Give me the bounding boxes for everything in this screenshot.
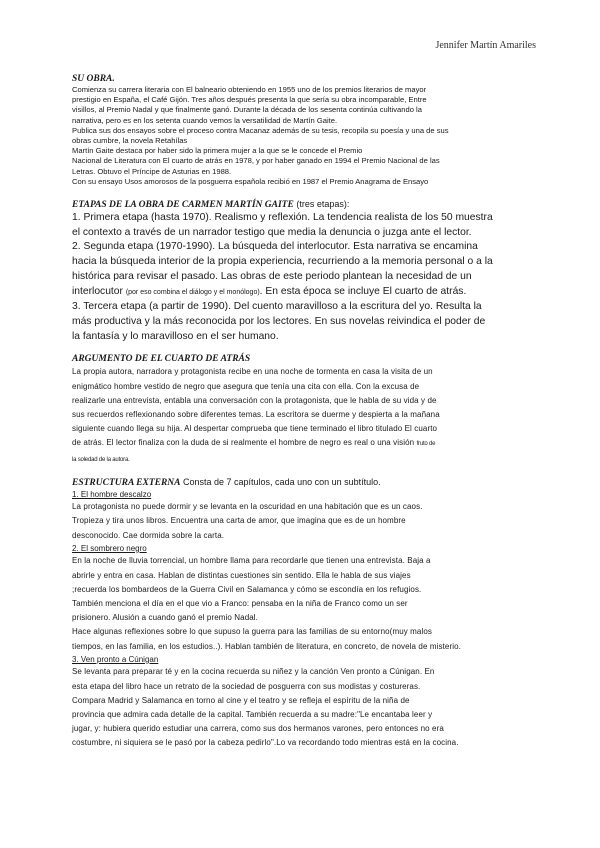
argumento-heading: ARGUMENTO DE EL CUARTO DE ATRÁS	[72, 354, 251, 365]
argumento-line: la soledad de la autora.	[72, 456, 130, 463]
argumento-line: de atrás. El lector finaliza con la duda de si realmente el hombre de negro es real o una visión fruto de	[72, 438, 436, 448]
chapter-3-line: jugar, y: hubiera querido estudiar una carrera, como sus dos hermanos varones, pero entonces no era	[72, 724, 444, 734]
chapter-3-line: esta etapa del libro hace un retrato de la sociedad de posguerra con sus modistas y costureras.	[72, 681, 421, 691]
chapter-2-line: tiempos, en las familia, en los estudios..). Hablan también de literatura, en concreto, de novela de misterio.	[72, 641, 461, 651]
su-obra-line: obras cumbre, la novela Retahílas	[72, 136, 188, 146]
su-obra-line: Comienza su carrera literaria con El balneario obteniendo en 1955 uno de los premios literarios de mayor	[72, 85, 427, 94]
argumento-line: La propia autora, narradora y protagonista recibe en una noche de tormenta en casa la visita de un	[72, 367, 433, 377]
estructura-heading: ESTRUCTURA EXTERNA Consta de 7 capítulos, cada uno con un subtítulo.	[72, 476, 381, 488]
etapas-line: 1. Primera etapa (hasta 1970). Realismo y reflexión. La tendencia realista de los 50 muestra	[72, 212, 493, 224]
chapter-2-line: abrirle y entra en casa. Hablan de distintas cuestiones sin sentido. Ella le habla de sus viajes	[72, 570, 411, 580]
chapter-1-line: La protagonista no puede dormir y se levanta en la oscuridad en una habitación que es un caos.	[72, 502, 423, 512]
chapter-3-title: 3. Ven pronto a Cúnigan	[72, 654, 159, 664]
chapter-2-line: prisionero. Alusión a cuando ganó el premio Nadal.	[72, 613, 259, 623]
argumento-line: enigmático hombre vestido de negro que asegura que tenía una cita con ella. Con la excusa de	[72, 381, 420, 391]
chapter-3-line: provincia que admira cada detalle de la capital. También recuerda a su madre:"Le encantaba leer y	[72, 709, 433, 719]
su-obra-section	[72, 85, 532, 187]
su-obra-line: Con su ensayo Usos amorosos de la posguerra española recibió en 1987 el Premio Anagrama de Ensayo	[72, 176, 429, 186]
chapter-2-title: 2. El sombrero negro	[72, 543, 147, 553]
author-name: Jennifer Martín Amariles	[435, 40, 536, 51]
estructura-section	[72, 489, 532, 751]
etapas-line: hacia la búsqueda interior de la propia experiencia, recurriendo a la memoria personal o a la	[72, 256, 493, 268]
document-body	[72, 73, 532, 751]
su-obra-line: visillos, al Premio Nadal y que finalmente ganó. Durante la década de los sesenta continúa cultivando la	[72, 105, 422, 115]
etapas-line: histórica para revisar el pasado. Las obras de este periodo plantean la necesidad de un	[72, 270, 472, 282]
etapas-line: más productiva y la más reconocida por los lectores. En sus novelas reivindica el poder de	[72, 315, 486, 327]
argumento-section	[72, 365, 532, 466]
su-obra-line: Letras. Obtuvo el Príncipe de Asturias en 1988.	[72, 166, 232, 176]
chapter-3-line: Compara Madrid y Salamanca en torno al cine y el teatro y se refleja el espíritu de la niña de	[72, 695, 410, 705]
argumento-line: realizarle una entrevista, entabla una conversación con la protagonista, que le habla de su vida y de	[72, 395, 437, 405]
chapter-1-line: Tropieza y tira unos libros. Encuentra una carta de amor, que imagina que es de un hombre	[72, 516, 406, 526]
etapas-line: 3. Tercera etapa (a partir de 1990). Del cuento maravilloso a la escritura del yo. Resulta la	[72, 301, 482, 313]
argumento-line: sus recuerdos reflexionando sobre diferentes temas. La escritora se duerme y despierta a la mañana	[72, 409, 440, 419]
su-obra-line: Publica sus dos ensayos sobre el proceso contra Macanaz además de su tesis, recopila su poesía y una de sus	[72, 125, 449, 135]
chapter-3-line: Se levanta para preparar té y en la cocina recuerda su niñez y la canción Ven pronto a Cúnigan. En	[72, 667, 435, 677]
chapter-2-line: También menciona el día en el que vio a Franco: pensaba en la niña de Franco como un ser	[72, 599, 408, 608]
su-obra-line: Martín Gaite destaca por haber sido la primera mujer a la que se le concede el Premio	[72, 146, 363, 156]
etapas-heading: ETAPAS DE LA OBRA DE CARMEN MARTÍN GAITE (tres etapas):	[72, 199, 350, 211]
chapter-1-line: desconocido. Cae dormida sobre la carta.	[72, 530, 225, 540]
etapas-line: interlocutor (por eso combina el diálogo y el monólogo). En esta época se incluye El cuarto de atrás.	[72, 285, 467, 297]
etapas-line: 2. Segunda etapa (1970-1990). La búsqueda del interlocutor. Esta narrativa se encamina	[72, 241, 478, 253]
su-obra-line: Nacional de Literatura con El cuarto de atrás en 1978, y por haber ganado en 1994 el Premio Nacional de las	[72, 156, 440, 166]
su-obra-line: prestigio en España, el Café Gijón. Tres años después presenta la que sería su obra incomparable, Entre	[72, 95, 427, 105]
chapter-2-line: En la noche de lluvia torrencial, un hombre llama para recordarle que tienen una entrevista. Baja a	[72, 556, 431, 566]
chapter-1-title: 1. El hombre descalzo	[72, 489, 152, 499]
argumento-line: siguiente cuando llega su hija. Al despertar comprueba que tiene terminado el libro titulado El cuarto	[72, 424, 438, 434]
chapter-3-line: costumbre, ni siquiera se le pasó por la cabeza pedirlo".Lo va recordando todo mientras está en la cocina.	[72, 738, 459, 748]
chapter-2-line: ;recuerda los bombardeos de la Guerra Civil en Salamanca y cómo se escondía en los refugios.	[72, 584, 422, 594]
su-obra-heading: SU OBRA.	[72, 74, 115, 84]
chapter-2-line: Hace algunas reflexiones sobre lo que supuso la guerra para las familias de su entorno(muy malos	[72, 627, 433, 637]
etapas-line: el contexto a través de un narrador testigo que media la denuncia o juzga ante el lector.	[72, 226, 472, 238]
etapas-section	[72, 211, 532, 344]
su-obra-line: narrativa, pero es en los setenta cuando vemos la versatilidad de Martín Gaite.	[72, 115, 338, 125]
etapas-line: la fantasía y lo maravilloso en el ser humano.	[72, 330, 279, 342]
